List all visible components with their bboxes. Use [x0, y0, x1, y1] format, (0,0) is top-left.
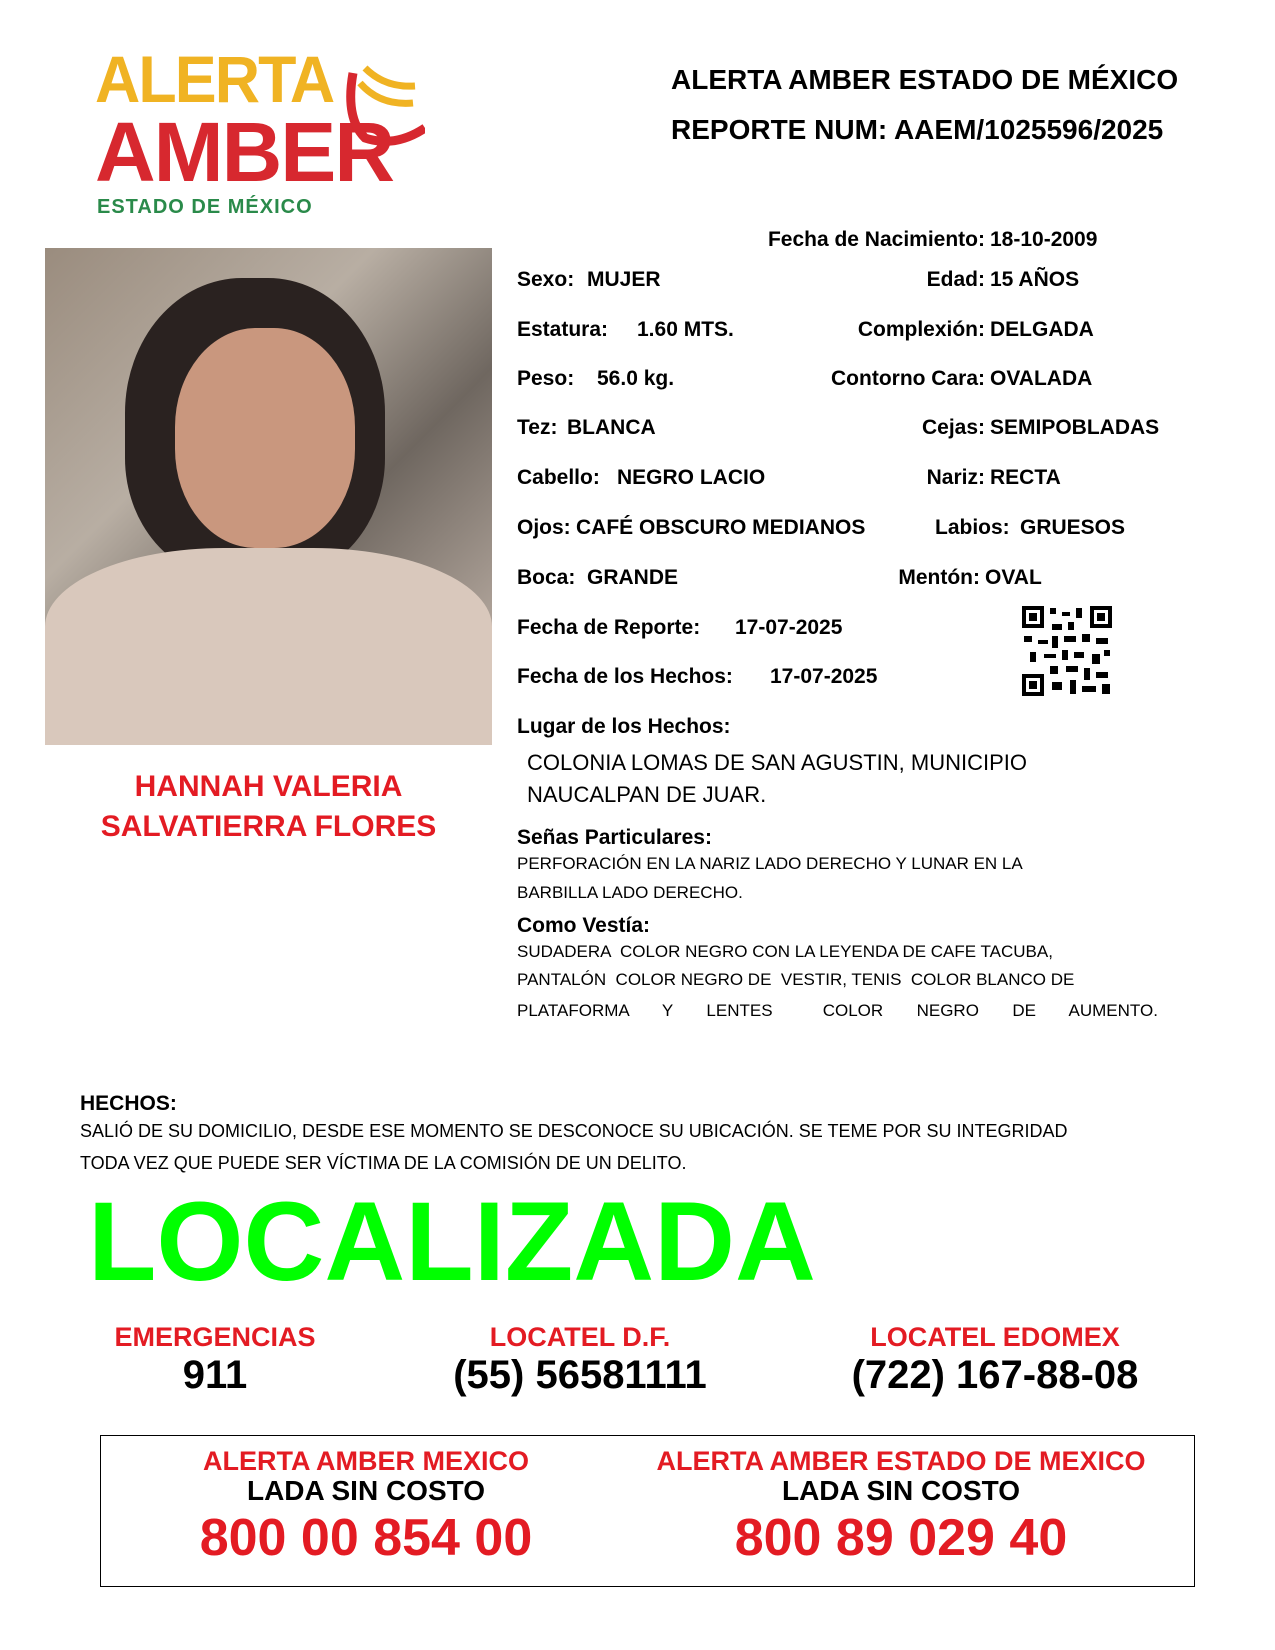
- label-ojos: Ojos:: [517, 516, 571, 539]
- report-number: REPORTE NUM: AAEM/1025596/2025: [671, 114, 1164, 145]
- value-ojos: CAFÉ OBSCURO MEDIANOS: [576, 516, 866, 539]
- person-name: [45, 767, 492, 847]
- label-contorno-cara: Contorno Cara:: [831, 367, 985, 390]
- logo-line2: AMBER: [95, 105, 393, 199]
- label-cabello: Cabello:: [517, 466, 600, 489]
- value-fecha-hechos: 17-07-2025: [770, 665, 878, 688]
- value-peso: 56.0 kg.: [597, 367, 675, 390]
- value-labios: GRUESOS: [1020, 516, 1126, 539]
- label-fecha-nacimiento: Fecha de Nacimiento:: [767, 228, 985, 251]
- label-hechos: HECHOS:: [80, 1092, 177, 1115]
- contact-locatel-df: [430, 1322, 730, 1398]
- value-nariz: RECTA: [990, 466, 1061, 489]
- contact-emergencias: [80, 1322, 350, 1398]
- hotline-title: ALERTA AMBER MEXICO: [203, 1446, 529, 1476]
- hotline-sub: LADA SIN COSTO: [246, 1475, 485, 1506]
- hotline-sub: LADA SIN COSTO: [781, 1475, 1020, 1506]
- vestia-line1: SUDADERA COLOR NEGRO CON LA LEYENDA DE CAFE TACUBA,: [517, 942, 1053, 961]
- lugar-line1: COLONIA LOMAS DE SAN AGUSTIN, MUNICIPIO: [527, 750, 1027, 775]
- vestia-line2: PANTALÓN COLOR NEGRO DE VESTIR, TENIS COLOR BLANCO DE: [517, 970, 1075, 989]
- hotline-title: ALERTA AMBER ESTADO DE MEXICO: [656, 1446, 1146, 1476]
- value-estatura: 1.60 MTS.: [637, 318, 734, 341]
- label-vestia: Como Vestía:: [517, 914, 651, 937]
- hotline-box: [100, 1435, 1195, 1587]
- value-sexo: MUJER: [587, 268, 661, 291]
- contact-label: LOCATEL EDOMEX: [870, 1322, 1120, 1352]
- label-edad: Edad:: [926, 268, 985, 291]
- name-line1: HANNAH VALERIA: [134, 770, 403, 803]
- label-complexion: Complexión:: [857, 318, 985, 341]
- hotline-number[interactable]: 800 89 029 40: [734, 1509, 1068, 1567]
- contact-number[interactable]: (722) 167-88-08: [851, 1353, 1139, 1397]
- contact-number[interactable]: (55) 56581111: [453, 1353, 707, 1397]
- label-fecha-hechos: Fecha de los Hechos:: [517, 665, 733, 688]
- value-cejas: SEMIPOBLADAS: [990, 416, 1160, 439]
- value-cabello: NEGRO LACIO: [617, 466, 766, 489]
- header-title: ALERTA AMBER ESTADO DE MÉXICO: [671, 64, 1179, 95]
- logo-line3: ESTADO DE MÉXICO: [97, 196, 313, 218]
- contact-number[interactable]: 911: [182, 1353, 248, 1397]
- label-peso: Peso:: [517, 367, 575, 390]
- vestia-line3: PLATAFORMA Y LENTES COLOR NEGRO DE AUMENTO.: [517, 1001, 1158, 1020]
- label-tez: Tez:: [517, 416, 558, 439]
- label-senas: Señas Particulares:: [517, 826, 712, 849]
- name-line2: SALVATIERRA FLORES: [100, 810, 437, 843]
- qr-code[interactable]: [1022, 606, 1112, 696]
- lugar-line2: NAUCALPAN DE JUAR.: [527, 782, 767, 807]
- label-estatura: Estatura:: [517, 318, 609, 341]
- label-fecha-reporte: Fecha de Reporte:: [517, 616, 701, 639]
- value-fecha-nacimiento: 18-10-2009: [990, 228, 1098, 251]
- label-lugar-hechos: Lugar de los Hechos:: [517, 715, 731, 738]
- hechos-line2: TODA VEZ QUE PUEDE SER VÍCTIMA DE LA COMISIÓN DE UN DELITO.: [80, 1153, 687, 1173]
- bell-waves-icon: [325, 48, 425, 178]
- value-fecha-reporte: 17-07-2025: [735, 616, 843, 639]
- contact-label: LOCATEL D.F.: [489, 1322, 671, 1352]
- value-complexion: DELGADA: [990, 318, 1094, 341]
- value-boca: GRANDE: [587, 566, 679, 589]
- label-boca: Boca:: [517, 566, 576, 589]
- hechos-line1: SALIÓ DE SU DOMICILIO, DESDE ESE MOMENTO SE DESCONOCE SU UBICACIÓN. SE TEME POR SU INTEGRIDAD: [80, 1121, 1068, 1141]
- value-tez: BLANCA: [567, 416, 656, 439]
- label-nariz: Nariz:: [926, 466, 985, 489]
- label-sexo: Sexo:: [517, 268, 575, 291]
- value-edad: 15 AÑOS: [990, 268, 1080, 291]
- hotline-amber-edomex: [621, 1446, 1181, 1570]
- label-menton: Mentón:: [898, 566, 980, 589]
- label-labios: Labios:: [935, 516, 1010, 539]
- hotline-amber-mexico: [161, 1446, 571, 1570]
- contact-locatel-edomex: [795, 1322, 1195, 1398]
- senas-line1: PERFORACIÓN EN LA NARIZ LADO DERECHO Y LUNAR EN LA: [517, 854, 1023, 873]
- person-photo: [45, 248, 492, 745]
- logo-line1: ALERTA: [95, 42, 334, 116]
- label-cejas: Cejas:: [921, 416, 985, 439]
- localizada-stamp: LOCALIZADA: [88, 1179, 816, 1304]
- hotline-number[interactable]: 800 00 854 00: [199, 1509, 533, 1567]
- alerta-amber-logo: [95, 42, 425, 218]
- senas-line2: BARBILLA LADO DERECHO.: [517, 883, 743, 902]
- value-contorno-cara: OVALADA: [990, 367, 1093, 390]
- value-menton: OVAL: [985, 566, 1042, 589]
- contact-label: EMERGENCIAS: [114, 1322, 316, 1352]
